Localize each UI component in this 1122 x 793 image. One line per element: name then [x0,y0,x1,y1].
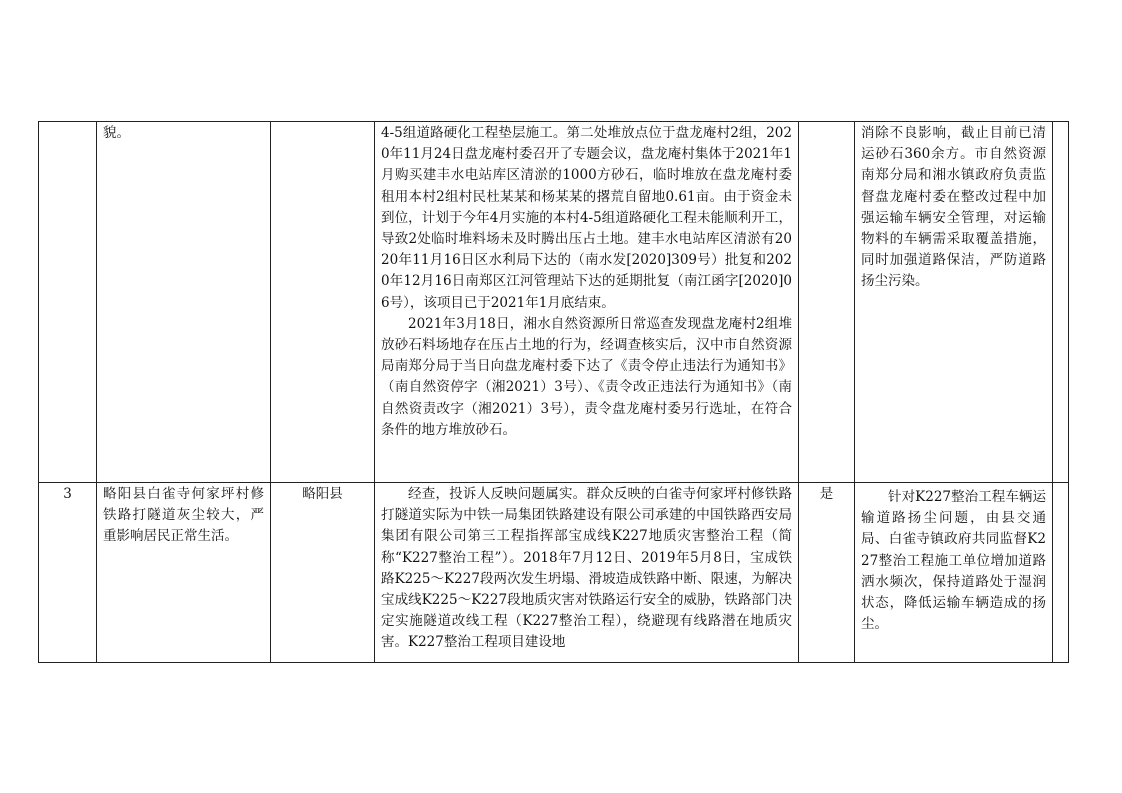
responsible-area: 略阳县 [271,483,375,663]
investigation-finding [375,122,799,483]
finding-paragraph: 4-5组道路硬化工程垫层施工。第二处堆放点位于盘龙庵村2组，2020年11月24日盘龙庵村委召开了专题会议，盘龙庵村集体于2021年1月购买建丰水电站库区清淤的1000方砂石，临时堆放在盘龙庵村委租用本村2组村民杜某某和杨某某的撂荒自留地0.61亩。由于资金未到位，计划于今年4月实施的本村4-5组道路硬化工程未能顺利开工，导致2处临时堆料场未及时腾出压占土地。建丰水电站库区清淤有2020年11月16日区水利局下达的（南水发[2020]309号）批复和2020年12月16日南郑区江河管理站下达的延期批复（南江函字[2020]06号），该项目已于2021年1月底结束。 [381,125,792,311]
complaint-issue: 略阳县白雀寺何家坪村修铁路打隧道灰尘较大，严重影响居民正常生活。 [97,483,271,663]
table-row [39,483,1069,663]
finding-paragraph: 2021年3月18日，湘水自然资源所日常巡查发现盘龙庵村2组堆放砂石料场地存在压占土地的行为，经调查核实后，汉中市自然资源局南郑分局于当日向盘龙庵村委下达了《责令停止违法行为通知书》（南自然资停字（湘2021）3号）、《责令改正违法行为通知书》（南自然资责改字（湘2021）3号），责令盘龙庵村委另行选址，在符合条件的地方堆放砂石。 [381,315,792,438]
is-true: 是 [799,483,855,663]
complaint-issue: 貌。 [97,122,271,483]
rectification-measures: 针对K227整治工程车辆运输道路扬尘问题，由县交通局、白雀寺镇政府共同监督K227整治工程施工单位增加道路洒水频次，保持道路处于湿润状态，降低运输车辆造成的扬尘。 [855,483,1053,663]
complaint-table [38,121,1069,663]
responsible-area [271,122,375,483]
row-number [39,122,97,483]
is-true [799,122,855,483]
table-row [39,122,1069,483]
remark [1053,483,1069,663]
remark [1053,122,1069,483]
investigation-finding [375,483,799,663]
finding-paragraph: 经查，投诉人反映问题属实。群众反映的白雀寺何家坪村修铁路打隧道实际为中铁一局集团铁路建设有限公司承建的中国铁路西安局集团有限公司第三工程指挥部宝成线K227地质灾害整治工程（简称“K227整治工程”）。2018年7月12日、2019年5月8日，宝成铁路K225～K227段两次发生坍塌、滑坡造成铁路中断、限速，为解决宝成线K225～K227段地质灾害对铁路运行安全的威胁，铁路部门决定实施隧道改线工程（K227整治工程），绕避现有线路潜在地质灾害。K227整治工程项目建设地 [381,486,792,651]
row-number: 3 [39,483,97,663]
rectification-measures: 消除不良影响，截止目前已清运砂石360余方。市自然资源南郑分局和湘水镇政府负责监督盘龙庵村委在整改过程中加强运输车辆安全管理，对运输物料的车辆需采取覆盖措施，同时加强道路保洁，严防道路扬尘污染。 [855,122,1053,483]
